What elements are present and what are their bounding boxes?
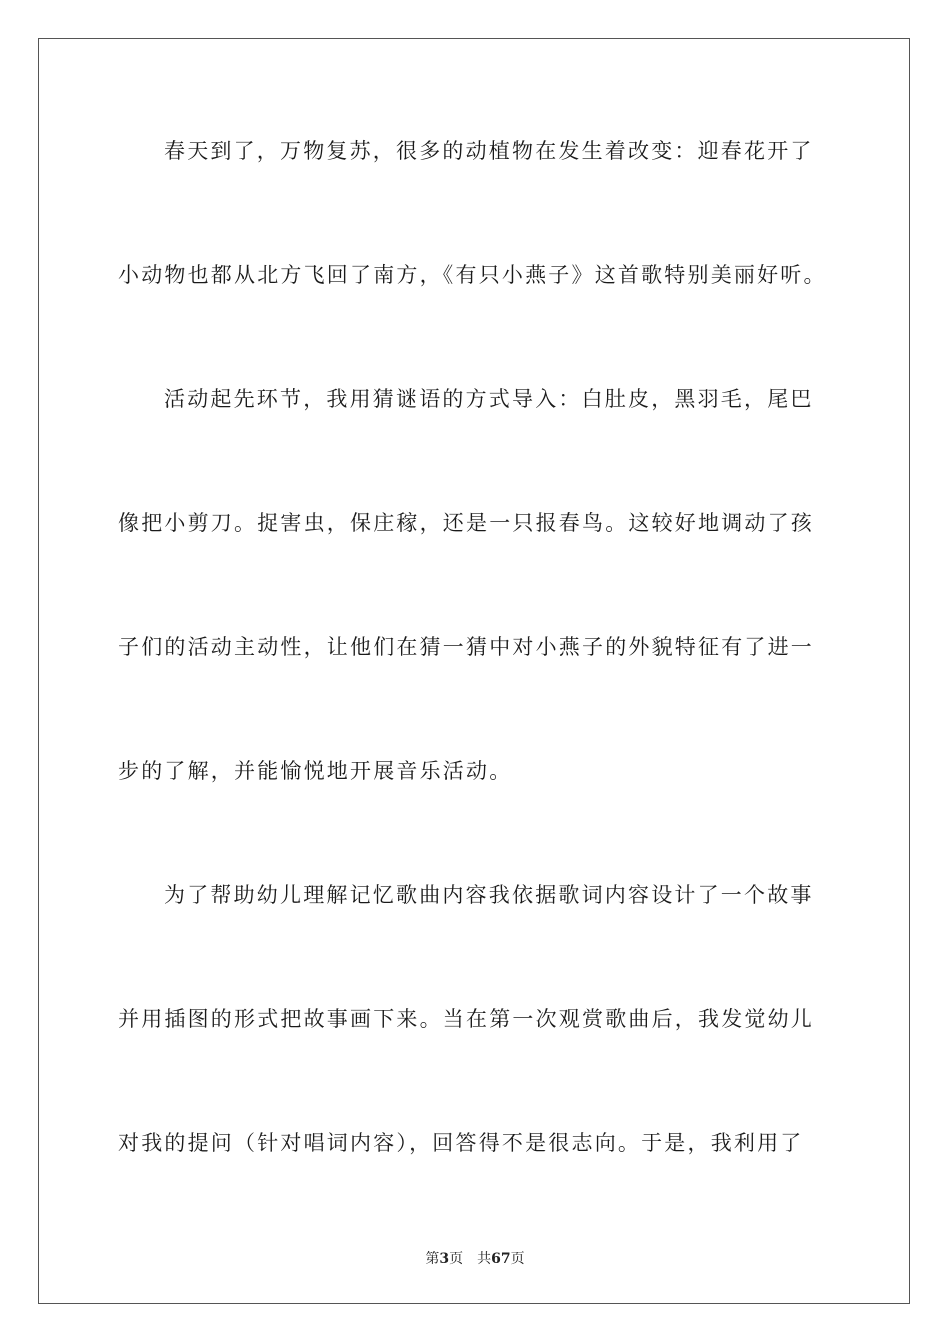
total-pages: 67 bbox=[491, 1251, 511, 1267]
body-line: 像把小剪刀。捉害虫，保庄稼，还是一只报春鸟。这较好地调动了孩 bbox=[118, 511, 814, 535]
page-number: 3 bbox=[439, 1251, 450, 1267]
page-frame bbox=[38, 38, 910, 1304]
body-line: 为了帮助幼儿理解记忆歌曲内容我依据歌词内容设计了一个故事 bbox=[164, 883, 814, 907]
body-line: 小动物也都从北方飞回了南方，《有只小燕子》这首歌特别美丽好听。 bbox=[118, 263, 827, 287]
body-line: 步的了解，并能愉悦地开展音乐活动。 bbox=[118, 759, 513, 783]
page-footer bbox=[0, 1248, 950, 1268]
total-prefix: 共 bbox=[477, 1251, 492, 1267]
page-suffix: 页 bbox=[449, 1251, 464, 1267]
page-prefix: 第 bbox=[425, 1251, 440, 1267]
body-line: 并用插图的形式把故事画下来。当在第一次观赏歌曲后，我发觉幼儿 bbox=[118, 1007, 814, 1031]
total-suffix: 页 bbox=[510, 1251, 525, 1267]
body-line: 活动起先环节，我用猜谜语的方式导入：白肚皮，黑羽毛，尾巴 bbox=[164, 387, 814, 411]
body-line: 春天到了，万物复苏，很多的动植物在发生着改变：迎春花开了 bbox=[164, 139, 814, 163]
body-line: 对我的提问（针对唱词内容），回答得不是很志向。于是，我利用了 bbox=[118, 1131, 804, 1155]
body-line: 子们的活动主动性，让他们在猜一猜中对小燕子的外貌特征有了进一 bbox=[118, 635, 814, 659]
